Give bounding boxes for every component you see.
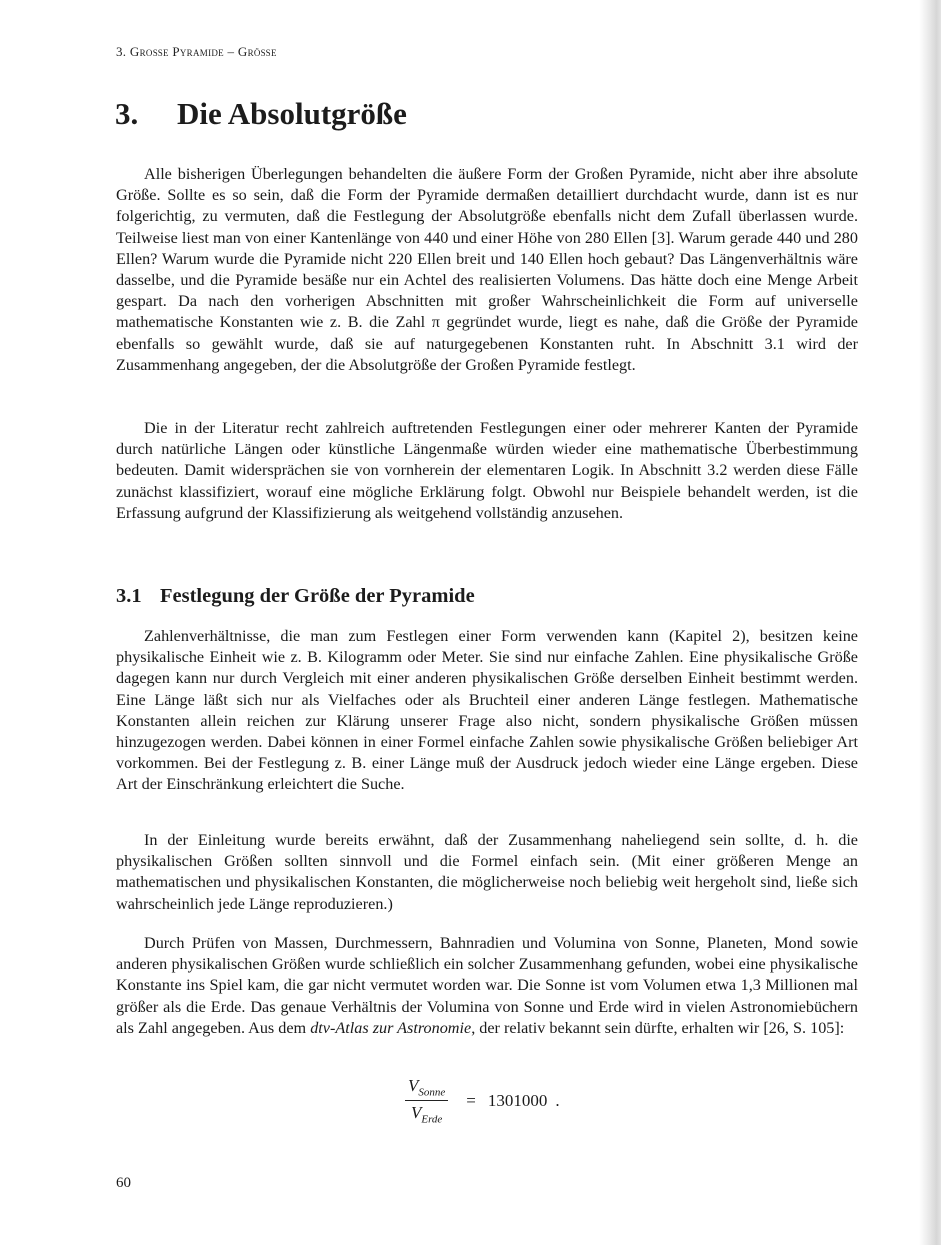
paragraph-text: In der Einleitung wurde bereits erwähnt, daß der Zusammenhang naheliegend sein sollte, d. h. die physikalischen Größen sollten sinnvoll und die Formel einfach sein. (Mit einer größeren Menge an mathematischen und physikalischen Konstanten, die möglicherweise noch beliebig weit hergeholt sind, ließe sich wahrscheinlich jede Länge reproduzieren.) (116, 831, 858, 913)
fraction (405, 1076, 448, 1126)
page-number: 60 (116, 1175, 131, 1191)
fraction-denominator (408, 1101, 445, 1125)
numerator-subscript: Sonne (418, 1086, 446, 1099)
volume-ratio-formula (405, 1076, 560, 1126)
chapter-title (115, 96, 407, 132)
section-paragraph-1 (116, 626, 858, 796)
section-paragraph-2 (116, 830, 858, 915)
page-edge-shadow (919, 0, 941, 1245)
formula-value: 1301000 (487, 1090, 548, 1110)
chapter-title-text: Die Absolutgröße (177, 96, 407, 131)
paragraph-text (116, 933, 858, 1039)
paragraph-text: Alle bisherigen Überlegungen behandelten die äußere Form der Großen Pyramide, nicht aber ihre absolute Größe. Sollte es so sein, daß die Form der Pyramide dermaßen detailliert durchdacht wurde, dann ist es nur folgerichtig, zu vermuten, daß die Festlegung der Absolutgröße ebenfalls nicht dem Zufall überlassen wurde. Teilweise liest man von einer Kantenlänge von 440 und einer Höhe von 280 Ellen [3]. Warum gerade 440 und 280 Ellen? Warum wurde die Pyramide nicht 220 Ellen breit und 140 Ellen hoch gebaut? Das Längenverhältnis wäre dasselbe, und die Pyramide besäße nur ein Achtel des realisierten Volumens. Das hätte doch eine Menge Arbeit gespart. Da nach den vorherigen Abschnitten mit großer Wahrscheinlichkeit die Form auf universelle mathematische Konstanten wie z. B. die Zahl π gegründet wurde, liegt es nahe, daß die Größe der Pyramide ebenfalls so gewählt wurde, daß sie auf naturgegebenen Konstanten ruht. In Abschnitt 3.1 wird der Zusammenhang angegeben, der die Absolutgröße der Großen Pyramide festlegt. (116, 165, 858, 374)
paragraph-text-part: , der relativ bekannt sein dürfte, erhalten wir [26, S. 105]: (471, 1018, 845, 1037)
section-number: 3.1 (116, 585, 142, 607)
intro-paragraph-1 (116, 164, 858, 376)
running-head: 3. Große Pyramide – Größe (116, 44, 277, 59)
paragraph-text: Zahlenverhältnisse, die man zum Festlegen einer Form verwenden kann (Kapitel 2), besitzen keine physikalische Einheit wie z. B. Kilogramm oder Meter. Sie sind nur einfache Zahlen. Eine physikalische Größe dagegen kann nur durch Vergleich mit einer anderen physikalischen Größe derselben Einheit bestimmt werden. Eine Länge läßt sich nur als Vielfaches oder als Bruchteil einer anderen Länge festlegen. Mathematische Konstanten allein reichen zur Klärung unserer Frage also nicht, sondern physikalische Größen müssen hinzugezogen werden. Dabei können in einer Formel einfache Zahlen sowie physikalische Größen beliebiger Art vorkommen. Bei der Festlegung z. B. einer Länge muß der Ausdruck jedoch wieder eine Länge ergeben. Diese Art der Einschränkung erleichtert die Suche. (116, 627, 858, 794)
paragraph-text-part: Durch Prüfen von Massen, Durchmessern, Bahnradien und Volumina von Sonne, Planeten, Mond sowie anderen physikalischen Größen wurde schließlich ein solcher Zusammenhang gefunden, wobei eine physikalische Konstante ins Spiel kam, die gar nicht vermutet worden war. Die Sonne ist vom Volumen etwa 1,3 Millionen mal größer als die Erde. Das genaue Verhältnis der Volumina von Sonne und Erde wird in vielen Astronomiebüchern als Zahl angegeben. Aus dem (116, 934, 858, 1037)
denominator-subscript: Erde (421, 1113, 443, 1126)
section-title (116, 585, 475, 608)
denominator-symbol: V (410, 1103, 422, 1123)
formula-terminator: . (555, 1090, 560, 1110)
section-title-text: Festlegung der Größe der Pyramide (160, 585, 475, 607)
equals-sign: = (466, 1090, 476, 1110)
fraction-numerator (405, 1076, 448, 1101)
numerator-symbol: V (408, 1076, 419, 1095)
paragraph-text: Die in der Literatur recht zahlreich auftretenden Festlegungen einer oder mehrerer Kanten der Pyramide durch natürliche Längen oder künstliche Längenmaße würden wieder eine mathematische Überbestimmung bedeuten. Damit widersprächen sie von vornherein der elementaren Logik. In Abschnitt 3.2 werden diese Fälle zunächst klassifiziert, worauf eine mögliche Erklärung folgt. Obwohl nur Beispiele behandelt werden, ist die Erfassung aufgrund der Klassifizierung als weitgehend vollständig anzusehen. (116, 419, 858, 522)
chapter-number: 3. (115, 96, 139, 131)
intro-paragraph-2 (116, 418, 858, 524)
book-title-italic: dtv-Atlas zur Astronomie (310, 1018, 472, 1037)
section-paragraph-3 (116, 933, 858, 1039)
